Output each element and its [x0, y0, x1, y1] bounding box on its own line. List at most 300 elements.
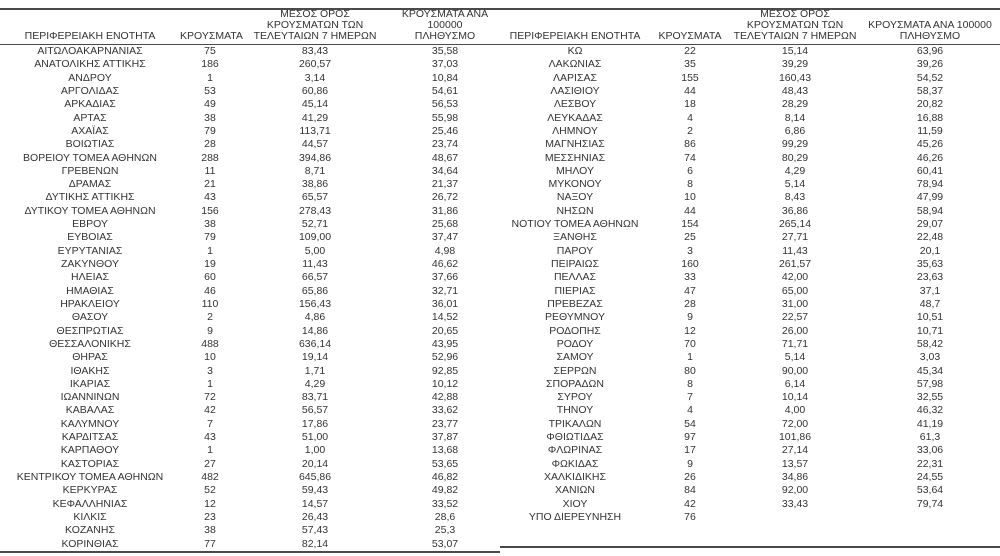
table-row	[500, 205, 1000, 218]
cases-cell: 11	[204, 164, 216, 177]
region-cell: ΑΝΑΤΟΛΙΚΗΣ ΑΤΤΙΚΗΣ	[34, 58, 146, 71]
region-cell: ΡΟΔΟΠΗΣ	[549, 324, 601, 337]
region-cell: ΕΒΡΟΥ	[72, 218, 108, 231]
per100k-cell: 48,67	[431, 151, 459, 164]
avg7-cell: 65,00	[781, 284, 809, 297]
region-cell: ΦΛΩΡΙΝΑΣ	[547, 444, 603, 457]
table-right-header-row	[500, 10, 1000, 45]
table-row	[500, 391, 1000, 404]
table-row	[500, 152, 1000, 165]
region-cell: ΛΕΣΒΟΥ	[553, 98, 597, 111]
avg7-cell: 65,86	[301, 284, 329, 297]
cases-cell: 42	[204, 404, 216, 417]
cases-cell: 1	[207, 377, 213, 390]
avg7-cell: 31,00	[781, 297, 809, 310]
table-row	[0, 351, 500, 364]
cases-cell: 9	[687, 457, 693, 470]
table-row	[0, 258, 500, 271]
per100k-cell: 42,88	[431, 391, 459, 404]
table-row	[500, 218, 1000, 231]
per100k-cell: 92,85	[431, 364, 459, 377]
cases-cell: 8	[687, 178, 693, 191]
avg7-cell: 265,14	[778, 218, 812, 231]
table-row	[0, 218, 500, 231]
avg7-cell: 4,29	[784, 164, 806, 177]
avg7-cell: 3,14	[304, 71, 326, 84]
avg7-cell: 33,43	[781, 497, 809, 510]
region-cell: ΝΟΤΙΟΥ ΤΟΜΕΑ ΑΘΗΝΩΝ	[511, 218, 639, 231]
table-row	[500, 458, 1000, 471]
table-row	[500, 511, 1000, 524]
cases-cell: 43	[204, 191, 216, 204]
table-left-header-row	[0, 10, 500, 45]
table-row	[500, 112, 1000, 125]
table-row	[0, 418, 500, 431]
avg7-cell: 14,57	[301, 497, 329, 510]
per100k-cell: 21,37	[431, 178, 459, 191]
per100k-cell: 57,98	[916, 377, 944, 390]
cases-cell: 47	[684, 284, 696, 297]
table-row	[0, 378, 500, 391]
region-cell: ΚΙΛΚΙΣ	[73, 510, 107, 523]
region-cell: ΠΕΙΡΑΙΩΣ	[551, 258, 599, 270]
cases-cell: 54	[684, 417, 696, 430]
per100k-cell: 10,71	[916, 324, 944, 337]
avg7-cell: 20,14	[301, 457, 329, 470]
cases-cell: 75	[204, 45, 216, 57]
region-cell: ΑΡΚΑΔΙΑΣ	[64, 98, 116, 111]
region-cell: ΧΑΛΚΙΔΙΚΗΣ	[544, 471, 606, 483]
avg7-cell: 27,14	[781, 444, 809, 457]
avg7-cell	[730, 511, 860, 524]
avg7-cell: 44,57	[301, 138, 329, 151]
region-cell: ΙΩΑΝΝΙΝΩΝ	[60, 391, 120, 404]
region-cell: ΑΝΔΡΟΥ	[68, 71, 112, 84]
avg7-cell: 80,29	[781, 151, 809, 164]
avg7-cell: 42,00	[781, 271, 809, 284]
table-row	[500, 404, 1000, 417]
per100k-cell: 41,19	[916, 417, 944, 430]
avg7-cell: 10,14	[781, 391, 809, 404]
region-cell: ΑΧΑΪΑΣ	[71, 124, 109, 137]
region-cell: ΡΕΘΥΜΝΟΥ	[544, 311, 605, 324]
col-header-cases: ΚΡΟΥΣΜΑΤΑ	[658, 30, 722, 42]
table-row	[0, 325, 500, 338]
cases-cell: 1	[207, 444, 213, 457]
avg7-cell: 56,57	[301, 404, 329, 417]
per100k-cell: 54,61	[431, 84, 459, 97]
avg7-cell: 72,00	[781, 417, 809, 430]
avg7-cell: 8,71	[304, 164, 326, 177]
per100k-cell: 58,37	[916, 84, 944, 97]
per100k-cell: 23,74	[431, 138, 459, 151]
cases-cell: 10	[684, 191, 696, 204]
cases-cell: 38	[204, 218, 216, 231]
avg7-cell: 99,29	[781, 138, 809, 151]
per100k-cell: 10,84	[431, 71, 459, 84]
region-cell: ΡΟΔΟΥ	[556, 337, 594, 350]
per100k-cell: 4,98	[434, 244, 456, 257]
avg7-cell: 59,43	[301, 484, 329, 497]
table-row	[500, 271, 1000, 284]
avg7-cell: 65,57	[301, 191, 329, 204]
cases-cell: 53	[204, 84, 216, 97]
region-cell: ΓΡΕΒΕΝΩΝ	[61, 164, 119, 177]
region-cell: ΚΕΦΑΛΛΗΝΙΑΣ	[52, 497, 128, 510]
table-right-empty-space	[500, 524, 1000, 546]
avg7-cell: 19,14	[301, 351, 329, 364]
region-cell: ΖΑΚΥΝΘΟΥ	[60, 258, 119, 270]
table-row	[500, 418, 1000, 431]
table-row	[0, 338, 500, 351]
cases-cell: 110	[201, 297, 219, 310]
avg7-cell: 48,43	[781, 84, 809, 97]
cases-cell: 28	[204, 138, 216, 151]
per100k-cell: 23,77	[431, 417, 459, 430]
avg7-cell: 8,14	[784, 111, 806, 124]
avg7-cell: 41,29	[301, 111, 329, 124]
cases-cell: 72	[204, 391, 216, 404]
per100k-cell: 14,52	[431, 311, 459, 324]
cases-cell: 74	[684, 151, 696, 164]
region-cell: ΤΗΝΟΥ	[556, 404, 594, 417]
avg7-cell: 11,43	[782, 244, 808, 257]
cases-cell: 18	[684, 98, 696, 111]
per100k-cell	[860, 511, 1000, 524]
per100k-cell: 25,3	[434, 524, 456, 537]
table-row	[0, 538, 500, 551]
cases-cell: 86	[684, 138, 696, 151]
cases-cell: 9	[687, 311, 693, 324]
table-row	[500, 378, 1000, 391]
table-row	[0, 125, 500, 138]
region-cell: ΛΕΥΚΑΔΑΣ	[547, 111, 603, 124]
table-row	[0, 138, 500, 151]
avg7-cell: 27,71	[781, 231, 809, 244]
region-cell: ΣΠΟΡΑΔΩΝ	[546, 377, 604, 390]
per100k-cell: 13,68	[431, 444, 459, 457]
cases-cell: 3	[207, 364, 213, 377]
cases-cell: 156	[201, 204, 219, 217]
avg7-cell: 1,71	[304, 364, 326, 377]
table-row	[500, 285, 1000, 298]
per100k-cell: 45,26	[916, 138, 944, 151]
cases-cell: 76	[684, 510, 696, 523]
table-row	[0, 471, 500, 484]
table-row	[0, 498, 500, 511]
table-row	[0, 298, 500, 311]
region-cell: ΚΕΡΚΥΡΑΣ	[62, 484, 118, 497]
per100k-cell: 58,94	[916, 204, 944, 217]
per100k-cell: 63,96	[916, 45, 944, 57]
per100k-cell: 33,52	[431, 497, 459, 510]
cases-cell: 44	[684, 84, 696, 97]
table-row	[500, 325, 1000, 338]
region-cell: ΚΟΡΙΝΘΙΑΣ	[61, 537, 119, 550]
region-cell: ΗΜΑΘΙΑΣ	[66, 284, 114, 297]
table-row	[0, 271, 500, 284]
region-cell: ΒΟΙΩΤΙΑΣ	[65, 138, 115, 151]
avg7-cell: 36,86	[781, 204, 809, 217]
avg7-cell: 45,14	[301, 98, 329, 111]
avg7-cell: 83,43	[301, 45, 329, 57]
region-cell: ΛΑΡΙΣΑΣ	[553, 71, 597, 84]
table-row	[500, 85, 1000, 98]
region-cell: ΚΑΡΔΙΤΣΑΣ	[61, 431, 119, 444]
cases-cell: 7	[687, 391, 693, 404]
per100k-cell: 32,71	[431, 284, 459, 297]
per100k-cell: 37,1	[919, 284, 941, 297]
per100k-cell: 61,3	[919, 431, 941, 444]
avg7-cell: 15,14	[781, 45, 809, 57]
table-row	[500, 98, 1000, 111]
table-row	[0, 178, 500, 191]
per100k-cell: 25,46	[431, 124, 459, 137]
region-cell: ΜΥΚΟΝΟΥ	[548, 178, 602, 191]
cases-cell: 482	[201, 471, 219, 483]
table-row	[500, 444, 1000, 457]
table-left	[0, 8, 500, 553]
table-row	[0, 444, 500, 457]
table-row	[500, 58, 1000, 71]
avg7-cell: 5,00	[304, 244, 326, 257]
avg7-cell: 4,86	[304, 311, 326, 324]
cases-cell: 43	[204, 431, 216, 444]
table-row	[0, 431, 500, 444]
region-cell: ΠΙΕΡΙΑΣ	[554, 284, 596, 297]
table-row	[0, 511, 500, 524]
region-cell: ΘΗΡΑΣ	[72, 351, 108, 364]
per100k-cell: 48,7	[919, 297, 941, 310]
cases-cell: 42	[684, 497, 696, 510]
cases-cell: 488	[201, 337, 219, 350]
table-row	[500, 298, 1000, 311]
region-cell: ΦΩΚΙΔΑΣ	[551, 457, 599, 470]
region-cell: ΚΩ	[567, 45, 583, 57]
region-cell: ΣΑΜΟΥ	[556, 351, 594, 364]
table-row	[0, 98, 500, 111]
cases-cell: 2	[207, 311, 213, 324]
region-cell: ΛΑΣΙΘΙΟΥ	[550, 84, 600, 97]
cases-cell: 3	[687, 244, 693, 257]
per100k-cell: 52,96	[431, 351, 459, 364]
per100k-cell: 29,07	[916, 218, 944, 231]
per100k-cell: 46,32	[916, 404, 944, 417]
region-cell: ΗΛΕΙΑΣ	[70, 271, 109, 284]
table-row	[500, 165, 1000, 178]
cases-cell: 38	[204, 111, 216, 124]
cases-cell: 84	[684, 484, 696, 497]
table-row	[500, 72, 1000, 85]
cases-cell: 12	[204, 497, 216, 510]
region-cell: ΝΑΞΟΥ	[556, 191, 594, 204]
tables-container	[0, 8, 1000, 553]
per100k-cell: 54,52	[916, 71, 944, 84]
avg7-cell: 17,86	[301, 417, 329, 430]
per100k-cell: 55,98	[431, 111, 459, 124]
region-cell: ΑΙΤΩΛΟΑΚΑΡΝΑΝΙΑΣ	[37, 45, 143, 57]
per100k-cell: 31,86	[431, 204, 459, 217]
avg7-cell: 66,57	[301, 271, 329, 284]
table-row	[0, 365, 500, 378]
region-cell: ΙΘΑΚΗΣ	[70, 364, 110, 377]
per100k-cell: 53,65	[431, 457, 459, 470]
avg7-cell: 83,71	[301, 391, 329, 404]
per100k-cell: 33,06	[916, 444, 944, 457]
per100k-cell: 56,53	[431, 98, 459, 111]
col-header-cases: ΚΡΟΥΣΜΑΤΑ	[180, 30, 243, 42]
region-cell: ΚΑΡΠΑΘΟΥ	[60, 444, 120, 457]
col-header-avg7: ΜΕΣΟΣ ΟΡΟΣ ΚΡΟΥΣΜΑΤΩΝ ΤΩΝ ΤΕΛΕΥΤΑΙΩΝ 7 ΗΜΕΡΩΝ	[253, 8, 377, 42]
avg7-cell: 5,14	[784, 178, 806, 191]
table-left-body	[0, 45, 500, 551]
per100k-cell: 43,95	[431, 337, 459, 350]
avg7-cell: 156,43	[298, 297, 332, 310]
table-row	[0, 72, 500, 85]
per100k-cell: 46,26	[916, 151, 944, 164]
region-cell: ΚΕΝΤΡΙΚΟΥ ΤΟΜΕΑ ΑΘΗΝΩΝ	[16, 471, 164, 483]
region-cell: ΘΑΣΟΥ	[71, 311, 109, 324]
per100k-cell: 26,72	[431, 191, 459, 204]
region-cell: ΔΥΤΙΚΟΥ ΤΟΜΕΑ ΑΘΗΝΩΝ	[24, 204, 156, 217]
avg7-cell: 26,00	[781, 324, 809, 337]
avg7-cell: 6,14	[784, 377, 806, 390]
avg7-cell: 1,00	[304, 444, 326, 457]
region-cell: ΚΑΛΥΜΝΟΥ	[60, 417, 120, 430]
per100k-cell: 24,55	[916, 471, 944, 483]
avg7-cell: 38,86	[301, 178, 329, 191]
col-header-avg7: ΜΕΣΟΣ ΟΡΟΣ ΚΡΟΥΣΜΑΤΩΝ ΤΩΝ ΤΕΛΕΥΤΑΙΩΝ 7 ΗΜΕΡΩΝ	[733, 8, 857, 42]
avg7-cell: 26,43	[301, 510, 329, 523]
cases-cell: 186	[201, 58, 219, 71]
per100k-cell: 37,47	[431, 231, 459, 244]
avg7-cell: 90,00	[781, 364, 809, 377]
table-row	[0, 165, 500, 178]
region-cell: ΑΡΓΟΛΙΔΑΣ	[60, 84, 120, 97]
cases-cell: 46	[204, 284, 216, 297]
cases-cell: 60	[204, 271, 216, 284]
table-right-body	[500, 45, 1000, 524]
cases-cell: 27	[204, 457, 216, 470]
cases-cell: 79	[204, 124, 216, 137]
avg7-cell: 260,57	[298, 58, 332, 71]
region-cell: ΝΗΣΩΝ	[556, 204, 594, 217]
region-cell: ΚΟΖΑΝΗΣ	[65, 524, 115, 537]
per100k-cell: 16,88	[916, 111, 944, 124]
region-cell: ΔΡΑΜΑΣ	[68, 178, 112, 191]
cases-cell: 8	[687, 377, 693, 390]
region-cell: ΚΑΒΑΛΑΣ	[65, 404, 115, 417]
per100k-cell: 49,82	[431, 484, 459, 497]
table-row	[500, 125, 1000, 138]
cases-cell: 19	[204, 258, 216, 270]
cases-cell: 79	[204, 231, 216, 244]
region-cell: ΛΗΜΝΟΥ	[552, 124, 598, 137]
avg7-cell: 14,86	[301, 324, 329, 337]
table-row	[0, 152, 500, 165]
cases-cell: 154	[681, 218, 699, 231]
cases-cell: 7	[207, 417, 213, 430]
region-cell: ΠΡΕΒΕΖΑΣ	[547, 297, 603, 310]
per100k-cell: 46,82	[431, 471, 459, 483]
region-cell: ΤΡΙΚΑΛΩΝ	[548, 417, 602, 430]
avg7-cell: 34,86	[781, 471, 809, 483]
avg7-cell: 92,00	[781, 484, 809, 497]
per100k-cell: 45,34	[916, 364, 944, 377]
cases-cell: 70	[684, 337, 696, 350]
avg7-cell: 6,86	[784, 124, 806, 137]
cases-cell: 44	[684, 204, 696, 217]
per100k-cell: 58,42	[916, 337, 944, 350]
table-row	[0, 231, 500, 244]
cases-cell: 33	[684, 271, 696, 284]
avg7-cell: 60,86	[301, 84, 329, 97]
per100k-cell: 23,63	[916, 271, 944, 284]
avg7-cell: 4,00	[784, 404, 806, 417]
region-cell: ΧΑΝΙΩΝ	[555, 484, 595, 497]
avg7-cell: 394,86	[298, 151, 332, 164]
avg7-cell: 645,86	[298, 471, 332, 483]
avg7-cell: 13,57	[781, 457, 809, 470]
table-row	[500, 258, 1000, 271]
cases-cell: 26	[684, 471, 696, 483]
per100k-cell: 79,74	[916, 497, 944, 510]
per100k-cell: 22,31	[916, 457, 944, 470]
cases-cell: 288	[201, 151, 219, 164]
table-row	[0, 484, 500, 497]
region-cell: ΛΑΚΩΝΙΑΣ	[548, 58, 602, 71]
region-cell: ΣΕΡΡΩΝ	[553, 364, 597, 377]
cases-cell: 80	[684, 364, 696, 377]
avg7-cell: 278,43	[298, 204, 332, 217]
table-row	[0, 524, 500, 537]
region-cell: ΜΗΛΟΥ	[556, 164, 594, 177]
cases-cell: 10	[204, 351, 216, 364]
region-cell: ΚΑΣΤΟΡΙΑΣ	[60, 457, 120, 470]
table-row	[500, 498, 1000, 511]
region-cell: ΜΑΓΝΗΣΙΑΣ	[545, 138, 605, 151]
table-row	[500, 191, 1000, 204]
avg7-cell: 113,71	[299, 124, 331, 137]
col-header-per100k: ΚΡΟΥΣΜΑΤΑ ΑΝΑ 100000 ΠΛΗΘΥΣΜΟ	[401, 8, 489, 42]
per100k-cell: 53,64	[916, 484, 944, 497]
cases-cell: 1	[207, 244, 213, 257]
per100k-cell: 53,07	[431, 537, 459, 550]
table-row	[500, 178, 1000, 191]
avg7-cell: 39,29	[781, 58, 809, 71]
table-row	[500, 338, 1000, 351]
col-header-region: ΠΕΡΙΦΕΡΕΙΑΚΗ ΕΝΟΤΗΤΑ	[509, 30, 641, 42]
table-row	[500, 245, 1000, 258]
avg7-cell: 22,57	[781, 311, 809, 324]
avg7-cell: 4,29	[304, 377, 326, 390]
table-row	[0, 391, 500, 404]
per100k-cell: 28,6	[434, 510, 456, 523]
per100k-cell: 22,48	[916, 231, 944, 244]
avg7-cell: 636,14	[298, 337, 332, 350]
cases-cell: 23	[204, 510, 216, 523]
table-row	[0, 404, 500, 417]
avg7-cell: 101,86	[778, 431, 812, 444]
table-row	[0, 45, 500, 58]
table-row	[500, 45, 1000, 58]
region-cell: ΕΥΒΟΙΑΣ	[67, 231, 113, 244]
region-cell: ΘΕΣΠΡΩΤΙΑΣ	[56, 324, 124, 337]
table-row	[0, 112, 500, 125]
per100k-cell: 46,62	[431, 258, 459, 270]
per100k-cell: 47,99	[916, 191, 944, 204]
avg7-cell: 160,43	[778, 71, 812, 84]
